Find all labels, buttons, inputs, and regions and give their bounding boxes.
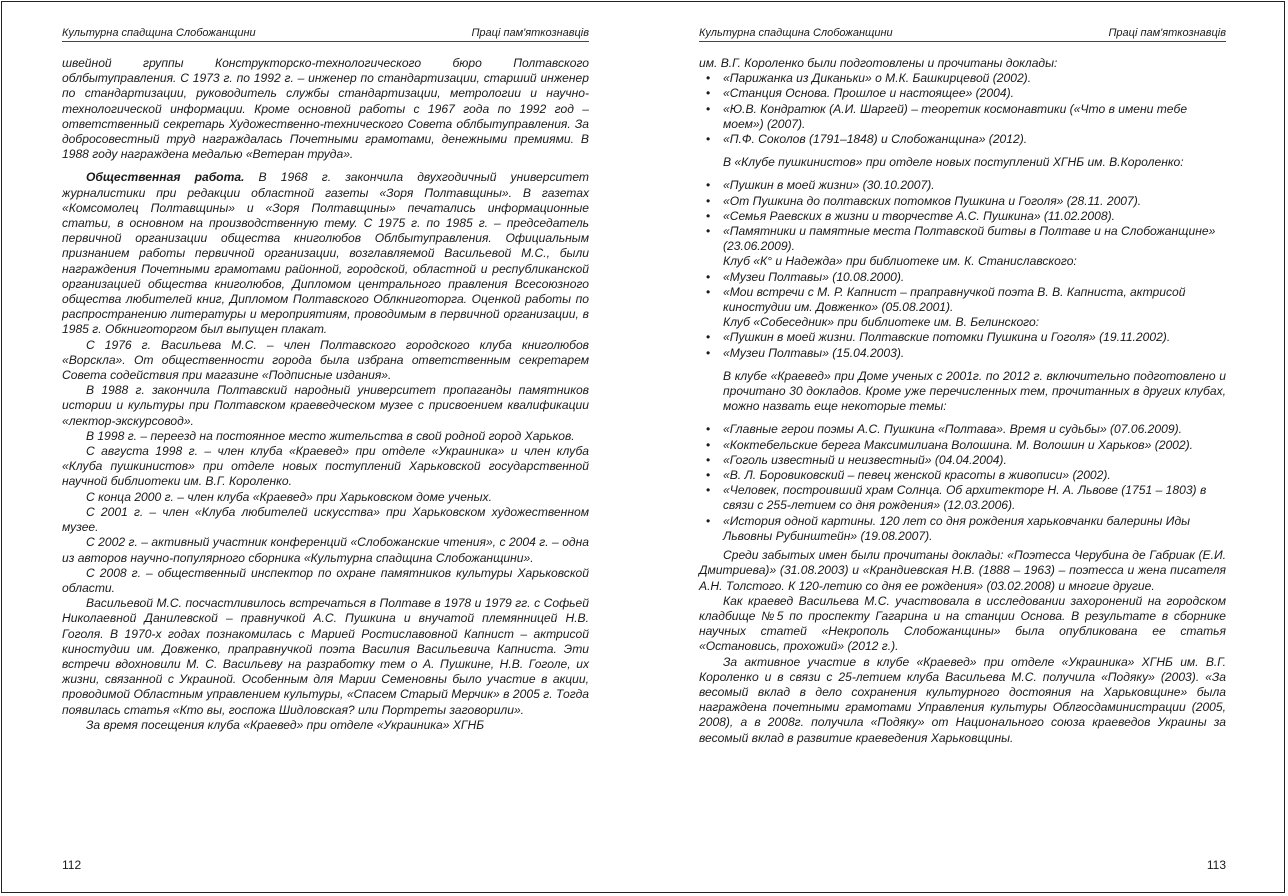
left-page-number: 112 bbox=[62, 858, 82, 872]
list-item: • «Главные герои поэмы А.С. Пушкина «Полтава». Время и судьбы» (07.06.2009). bbox=[699, 422, 1226, 437]
paragraph-1976: С 1976 г. Васильева М.С. – член Полтавского городского клуба книголюбов «Ворскла». От общественности города была избрана ответственным секретарем Совета содействия при магазине «Подписные издания». bbox=[62, 337, 589, 383]
right-running-header bbox=[699, 27, 1226, 42]
list-item: • «Гоголь известный и неизвестный» (04.04.2004). bbox=[699, 453, 1226, 468]
left-header-collection-title: Культурна спадщина Слобожанщини bbox=[62, 27, 256, 39]
list-item: • «Семья Раевских в жизни и творчестве А.С. Пушкина» (11.02.2008). bbox=[699, 209, 1226, 224]
paragraph-cemetery-research: Как краевед Васильева М.С. участвовала в исследовании захоронений на городском кладбище №5 по проспекту Гагарина и на станции Основа. В результате в сборнике научных статей «Некрополь Слобожанщины» была опубликована ее статья «Остановись, прохожий» (2012 г.). bbox=[699, 593, 1226, 654]
reports-intro: им. В.Г. Короленко были подготовлены и прочитаны доклады: bbox=[699, 56, 1058, 70]
list-item: • «Музеи Полтавы» (10.08.2000). bbox=[699, 270, 1226, 285]
reports-list-sobesednik bbox=[699, 330, 1226, 360]
list-item: • «Парижанка из Диканьки» о М.К. Башкирцевой (2002). bbox=[699, 71, 1226, 86]
right-header-section-title: Праці пам'яткознавців bbox=[1108, 27, 1226, 39]
reports-list-kraeved bbox=[699, 71, 1226, 147]
club-k-intro: Клуб «К° и Надежда» при библиотеке им. К. Станиславского: bbox=[723, 254, 1077, 269]
left-header-section-title: Праці пам'яткознавців bbox=[471, 27, 589, 39]
paragraph-meetings: Васильевой М.С. посчастливилось встречаться в Полтаве в 1978 и 1979 гг. с Софьей Николаевной Данилевской – правнучкой А.С. Пушкина и внучатой племянницей Н.В. Гоголя. В 1970-х годах познакомилась с Марией Ростиславовной Капнист – актрисой киностудии им. Довженко, праправнучкой поэта Василия Васильевича Капниста. Эти встречи вдохновили М. С. Васильеву на разработку тем о А. Пушкине, Н.В. Гоголе, их жизни, связанной с Украиной. Особенным для Марии Семеновны было участие в акции, проводимой Областным управлением культуры, «Спасем Старый Мерчик» в 2005 г. Тогда появилась статья «Кто вы, госпожа Шидловская? или Портреты заговорили». bbox=[62, 596, 589, 717]
list-item: • «Пушкин в моей жизни» (30.10.2007). bbox=[699, 178, 1226, 193]
public-work-heading: Общественная работа. bbox=[86, 170, 245, 185]
paragraph-2008: С 2008 г. – общественный инспектор по охране памятников культуры Харьковской области. bbox=[62, 565, 589, 595]
paragraph-public-work bbox=[62, 170, 589, 337]
list-item: • «От Пушкина до полтавских потомков Пушкина и Гоголя» (28.11. 2007). bbox=[699, 194, 1226, 209]
list-item: • «Пушкин в моей жизни. Полтавские потомки Пушкина и Гоголя» (19.11.2002). bbox=[699, 330, 1226, 345]
list-item: • «Памятники и памятные места Полтавской битвы в Полтаве и на Слобожанщине» (23.06.2009). bbox=[699, 224, 1226, 254]
paragraph-2000: С конца 2000 г. – член клуба «Краевед» при Харьковском доме ученых. bbox=[86, 489, 492, 504]
right-page bbox=[699, 0, 1226, 896]
paragraph-forgotten-names: Среди забытых имен были прочитаны доклады: «Поэтесса Черубина де Габриак (Е.И. Дмитриева)» (31.08.2003) и «Крандиевская Н.В. (1888 – 1963) – поэтесса и жена писателя А.Н. Толстого. К 120-летию со дня ее рождения» (03.02.2008) и многие другие. bbox=[699, 548, 1226, 593]
left-running-header bbox=[62, 27, 589, 42]
list-item: • «В. Л. Боровиковский – певец женской красоты в живописи» (2002). bbox=[699, 468, 1226, 483]
list-item: • «Человек, построивший храм Солнца. Об архитекторе Н. А. Львове (1751 – 1803) в связи с 255-летием со дня рождения» (12.03.2006). bbox=[699, 483, 1226, 513]
paragraph-career: швейной группы Конструкторско-технологического бюро Полтавского облбытуправления. С 1973 г. по 1992 г. – инженер по стандартизации, старший инженер по стандартизации, руководитель службы стандартизации, метрологии и научно-технологической информации. Кроме основной работы с 1967 года по 1992 год – ответственный секретарь Художественно-технического Совета облбытуправления. За добросовестный труд награждалась Почетными грамотами, денежными премиями. В 1988 году награждена медалью «Ветеран труда». bbox=[62, 56, 589, 162]
list-item: • «Станция Основа. Прошлое и настоящее» (2004). bbox=[699, 86, 1226, 101]
paragraph-awards: За активное участие в клубе «Краевед» при отделе «Украиника» ХГНБ им. В.Г. Короленко и в связи с 25-летием клуба Васильева М.С. получила «Подяку» (2003). «За весомый вклад в дело сохранения культурного достояния на Харьковщине» была награждена почетными грамотами Управления культуры Облгосдаминистрации (2005, 2008), а в 2008г. получила «Подяку» от Национального союза краеведов Украины за весомый вклад в развитие краеведения Харьковщины. bbox=[699, 654, 1226, 745]
list-item: • «Ю.В. Кондратюк (А.И. Шаргей) – теоретик космонавтики («Что в имени тебе моем») (2007). bbox=[699, 102, 1226, 132]
list-item: • «Мои встречи с М. Р. Капнист – праправнучкой поэта В. В. Капниста, актрисой киностудии им. Довженко» (05.08.2001). bbox=[699, 285, 1226, 315]
paragraph-2001: С 2001 г. – член «Клуба любителей искусства» при Харьковском художественном музее. bbox=[62, 504, 589, 535]
left-page bbox=[62, 0, 589, 896]
kraeved-house-intro: В клубе «Краевед» при Доме ученых с 2001г. по 2012 г. включительно подготовлено и прочитано 30 докладов. Кроме уже перечисленных тем, прочитанных в других клубах, можно назвать еще некоторые темы: bbox=[723, 368, 1226, 414]
paragraph-1988: В 1988 г. закончила Полтавский народный университет пропаганды памятников истории и культуры при Полтавском краеведческом музее с присвоением квалификации «лектор-экскурсовод». bbox=[62, 383, 589, 428]
left-page-text bbox=[62, 56, 589, 733]
reports-list-club-k bbox=[699, 270, 1226, 316]
paragraph-1998-move: В 1998 г. – переезд на постоянное место жительства в свой родной город Харьков. bbox=[86, 428, 575, 443]
right-page-number: 113 bbox=[1206, 858, 1226, 872]
reports-list-pushkin bbox=[699, 178, 1226, 254]
list-item: • «Музеи Полтавы» (15.04.2003). bbox=[699, 346, 1226, 361]
list-item: • «П.Ф. Соколов (1791–1848) и Слобожанщина» (2012). bbox=[699, 132, 1226, 147]
pushkin-club-intro: В «Клубе пушкинистов» при отделе новых поступлений ХГНБ им. В.Короленко: bbox=[723, 155, 1184, 170]
list-item: • «История одной картины. 120 лет со дня рождения харьковчанки балерины Иды Львовны Рубинштейн» (19.08.2007). bbox=[699, 514, 1226, 544]
reports-list-house-of-scientists bbox=[699, 422, 1226, 544]
paragraph-2002: С 2002 г. – активный участник конференций «Слобожанские чтения», с 2004 г. – одна из авторов научно-популярного сборника «Культурна спадщина Слобожанщини». bbox=[62, 535, 589, 565]
right-page-text bbox=[699, 56, 1226, 746]
list-item: • «Коктебельские берега Максимилиана Волошина. М. Волошин и Харьков» (2002). bbox=[699, 438, 1226, 453]
club-sobesednik-intro: Клуб «Собеседник» при библиотеке им. В. Белинского: bbox=[723, 315, 1040, 330]
right-header-collection-title: Культурна спадщина Слобожанщини bbox=[699, 27, 893, 39]
paragraph-1998-clubs: С августа 1998 г. – член клуба «Краевед» при отделе «Украиника» и член клуба «Клуба пушкинистов» при отделе новых поступлений Харьковской государственной научной библиотеки им. В.Г. Короленко. bbox=[62, 444, 589, 489]
public-work-text: В 1968 г. закончила двухгодичный университет журналистики при редакции областной газеты «Зоря Полтавщины». В газетах «Комсомолец Полтавщины» и «Зоря Полтавщины» печатались информационные статьи, в основном на производственную тему. С 1975 г. по 1985 г. – председатель первичной организации общества книголюбов Облбытуправления. Официальным признанием работы первичной организации, возглавляемой Васильевой М.С., были награждения Почетными грамотами районной, городской, областной и республиканской организацией общества книголюбов, Дипломом центрального правления Всесоюзного общества любителей книг, Дипломом Полтавского Облкниготорга. Оценкой работы по распространению литературы и мероприятиям, проводимым в первичной организации, в 1985 г. Обкниготоргом был выпущен плакат. bbox=[62, 170, 589, 337]
paragraph-club-visits: За время посещения клуба «Краевед» при отделе «Украиника» ХГНБ bbox=[86, 717, 485, 732]
